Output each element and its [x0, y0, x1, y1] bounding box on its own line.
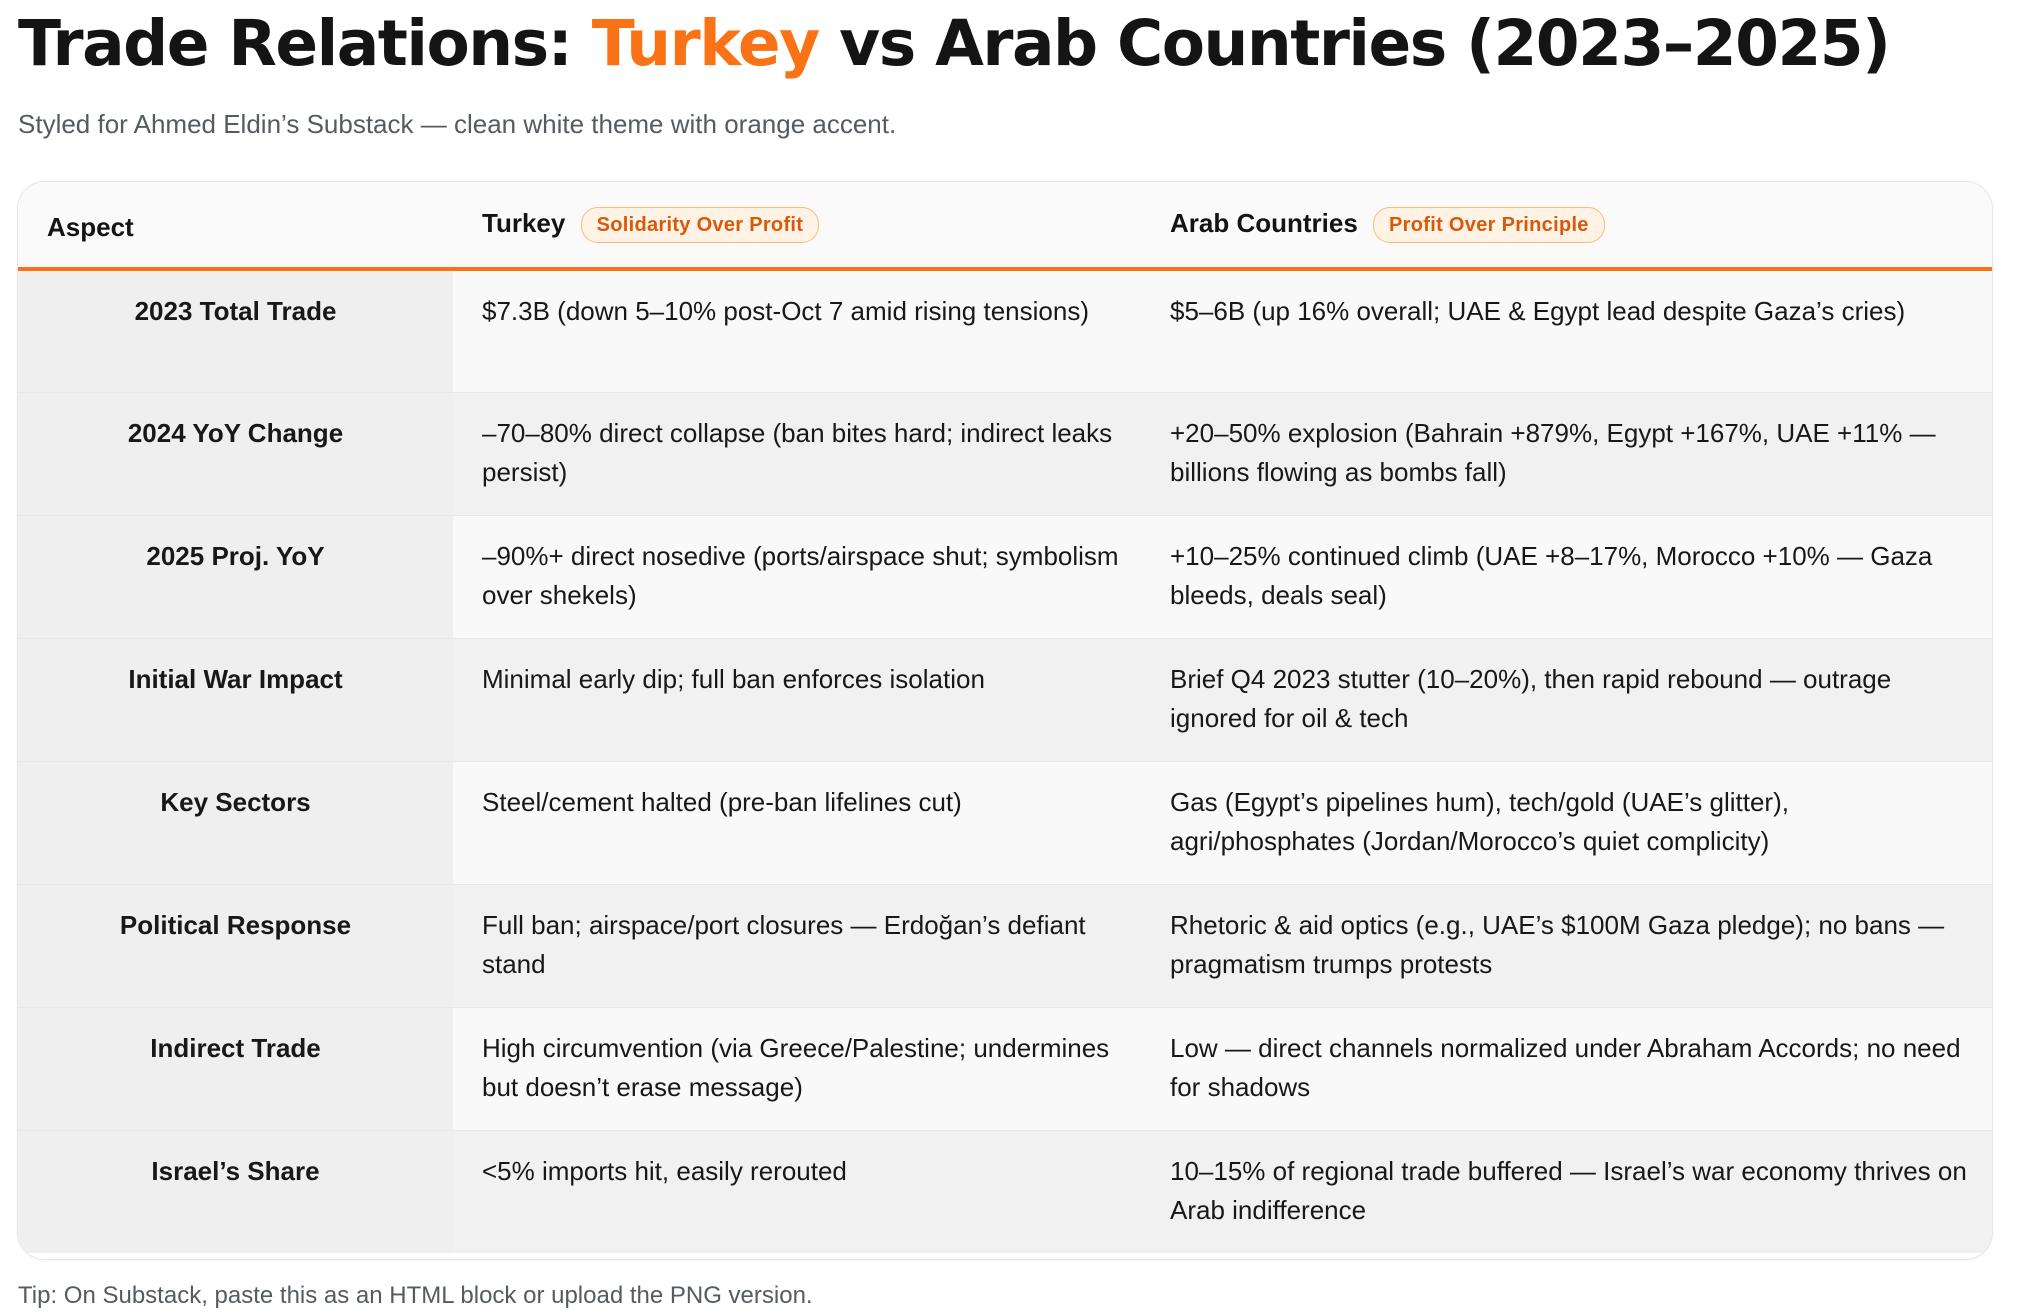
arab-cell: +20–50% explosion (Bahrain +879%, Egypt +167%, UAE +11% — billions flowing as bombs fall)	[1170, 417, 1936, 487]
page-subtitle: Styled for Ahmed Eldin’s Substack — clean white theme with orange accent.	[18, 109, 897, 139]
table-row	[18, 1007, 1992, 1130]
table-header-row	[18, 182, 1992, 269]
page-title	[18, 4, 1889, 84]
arab-cell: +10–25% continued climb (UAE +8–17%, Morocco +10% — Gaza bleeds, deals seal)	[1170, 540, 1933, 610]
title-suffix: vs Arab Countries (2023–2025)	[818, 7, 1890, 80]
table-header	[18, 182, 1992, 269]
footer-note: Tip: On Substack, paste this as an HTML block or upload the PNG version.	[18, 1282, 813, 1309]
aspect-cell: Political Response	[18, 884, 453, 1007]
table-row	[18, 269, 1992, 392]
table-row	[18, 884, 1992, 1007]
arab-cell: Brief Q4 2023 stutter (10–20%), then rapid rebound — outrage ignored for oil & tech	[1170, 663, 1892, 733]
arab-cell: Low — direct channels normalized under Abraham Accords; no need for shadows	[1170, 1032, 1961, 1102]
comparison-table-card	[17, 181, 1993, 1260]
aspect-cell: Indirect Trade	[18, 1007, 453, 1130]
table-row	[18, 1130, 1992, 1253]
title-accent: Turkey	[591, 7, 819, 80]
column-header-arab-label: Arab Countries	[1170, 207, 1358, 238]
aspect-cell: Key Sectors	[18, 761, 453, 884]
turkey-cell: Full ban; airspace/port closures — Erdoğan’s defiant stand	[482, 909, 1086, 979]
table-row	[18, 638, 1992, 761]
turkey-cell: Steel/cement halted (pre-ban lifelines cut)	[482, 786, 962, 817]
turkey-cell: –70–80% direct collapse (ban bites hard; indirect leaks persist)	[482, 417, 1113, 487]
column-header-aspect-label: Aspect	[47, 212, 134, 242]
table-row	[18, 761, 1992, 884]
aspect-cell: Initial War Impact	[18, 638, 453, 761]
aspect-cell: Israel’s Share	[18, 1130, 453, 1253]
turkey-cell: High circumvention (via Greece/Palestine; undermines but doesn’t erase message)	[482, 1032, 1110, 1102]
turkey-cell: Minimal early dip; full ban enforces isolation	[482, 663, 985, 694]
arab-cell: $5–6B (up 16% overall; UAE & Egypt lead despite Gaza’s cries)	[1170, 296, 1906, 326]
turkey-cell: –90%+ direct nosedive (ports/airspace shut; symbolism over shekels)	[482, 540, 1119, 610]
arab-cell: Gas (Egypt’s pipelines hum), tech/gold (UAE’s glitter), agri/phosphates (Jordan/Morocco’s quiet complicity)	[1170, 786, 1789, 856]
turkey-badge: Solidarity Over Profit	[581, 207, 820, 243]
turkey-cell: $7.3B (down 5–10% post-Oct 7 amid rising tensions)	[482, 296, 1089, 326]
table-row	[18, 392, 1992, 515]
aspect-cell: 2025 Proj. YoY	[18, 515, 453, 638]
column-header-turkey	[453, 182, 1141, 269]
arab-badge: Profit Over Principle	[1373, 207, 1605, 243]
column-header-turkey-label: Turkey	[482, 207, 566, 238]
title-prefix: Trade Relations:	[18, 7, 592, 80]
column-header-arab	[1141, 182, 1992, 269]
column-header-aspect	[18, 182, 453, 269]
comparison-table	[18, 182, 1992, 1253]
table-row	[18, 515, 1992, 638]
arab-cell: Rhetoric & aid optics (e.g., UAE’s $100M Gaza pledge); no bans — pragmatism trumps protests	[1170, 909, 1945, 979]
table-body	[18, 269, 1992, 1253]
arab-cell: 10–15% of regional trade buffered — Israel’s war economy thrives on Arab indifference	[1170, 1155, 1967, 1225]
aspect-cell: 2023 Total Trade	[18, 269, 453, 392]
aspect-cell: 2024 YoY Change	[18, 392, 453, 515]
turkey-cell: <5% imports hit, easily rerouted	[482, 1155, 847, 1186]
